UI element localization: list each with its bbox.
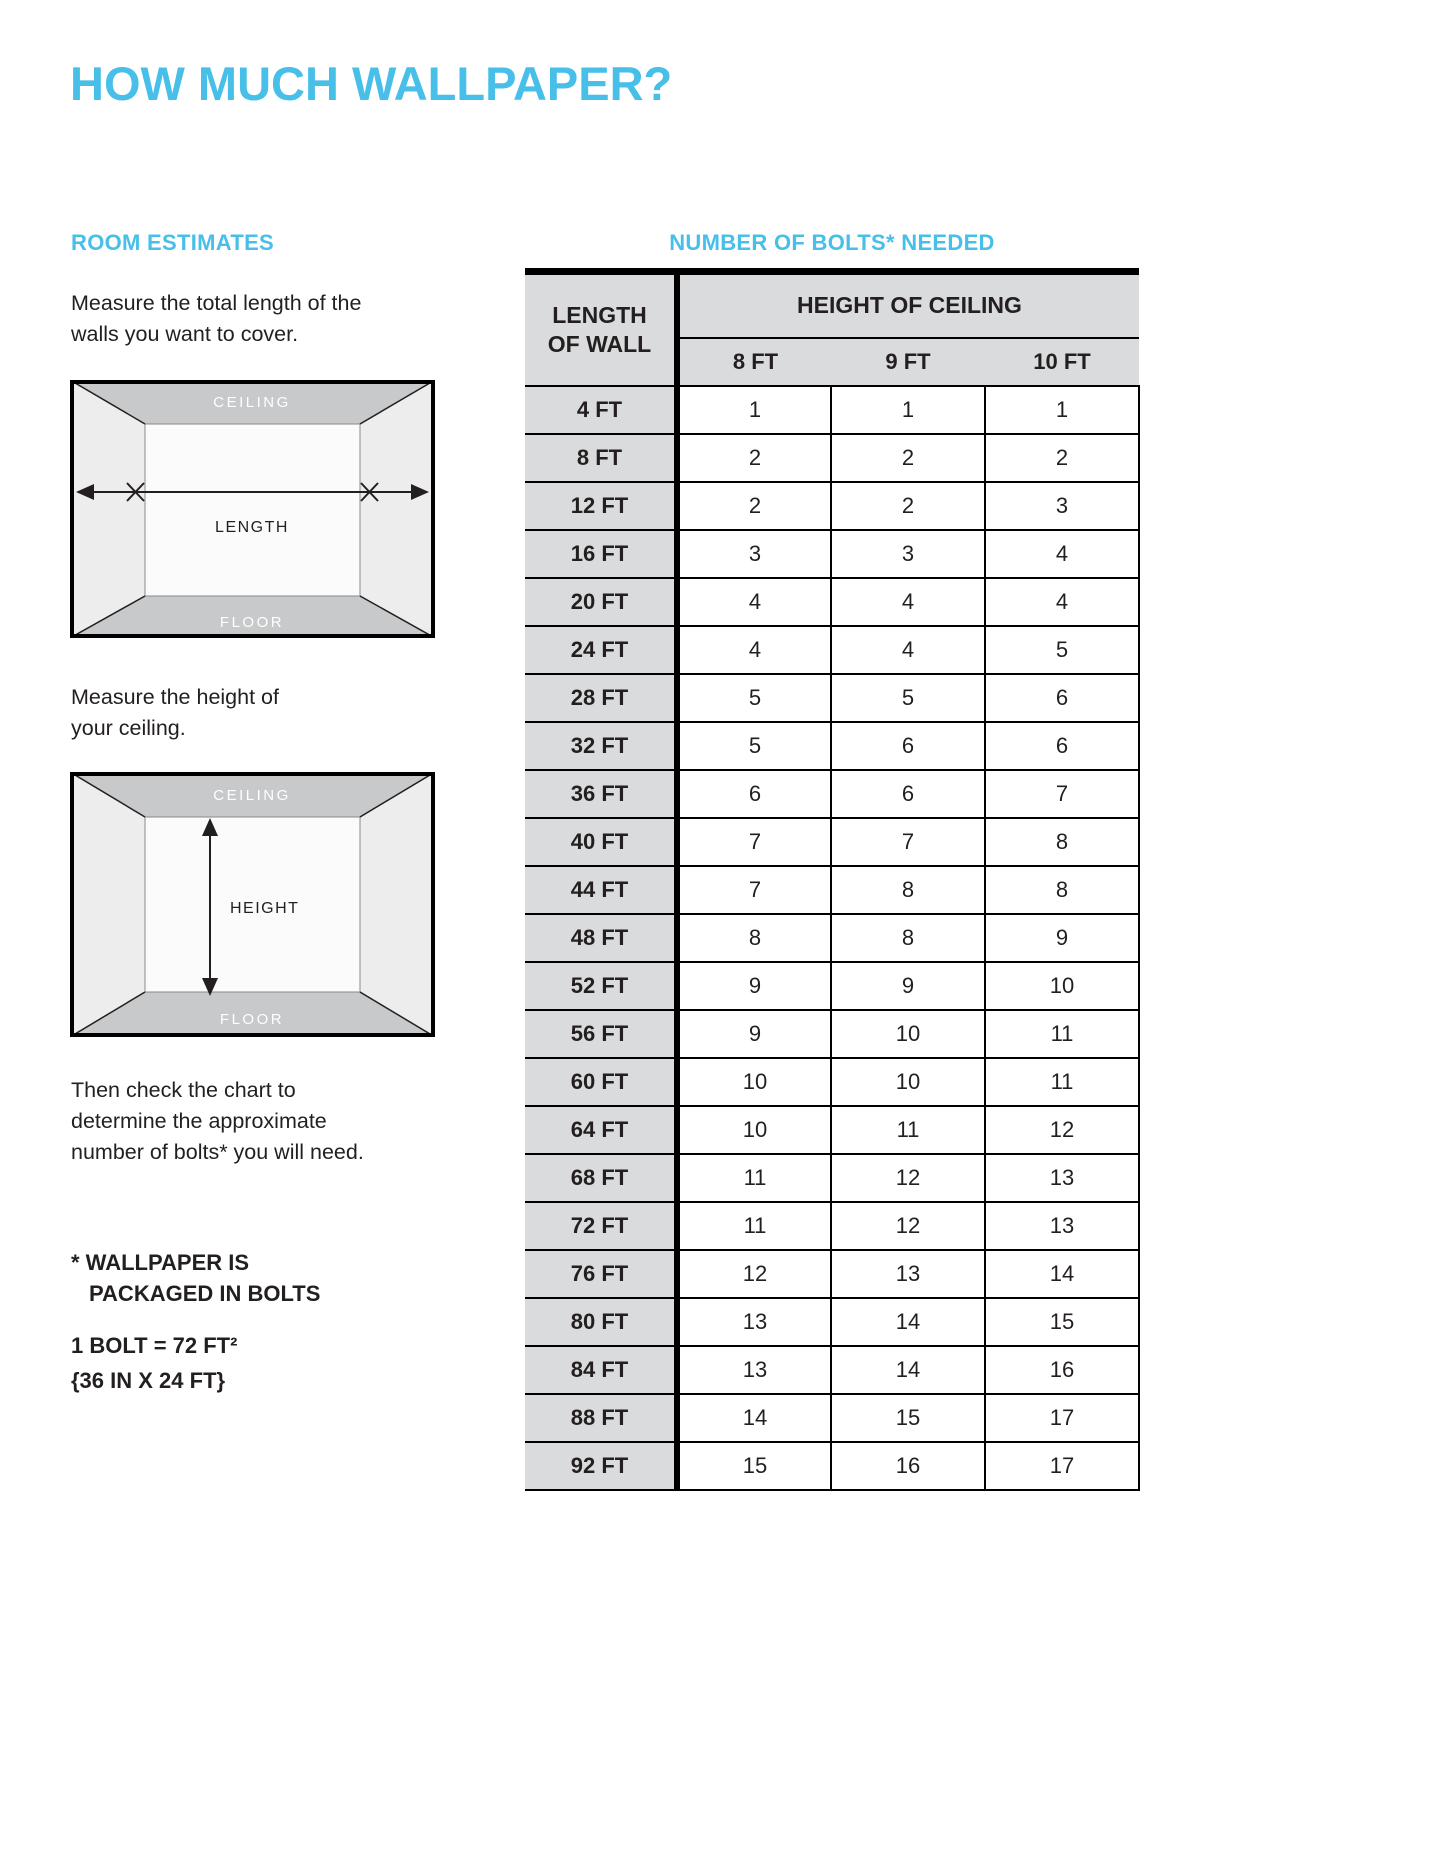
bolt-count-cell: 8 <box>831 914 985 962</box>
wall-length-label: 56 FT <box>525 1010 677 1058</box>
table-row <box>525 1106 1139 1154</box>
bolt-count-cell: 11 <box>677 1202 831 1250</box>
wall-length-label: 84 FT <box>525 1346 677 1394</box>
table-row <box>525 1298 1139 1346</box>
bolts-table-container <box>525 268 1140 1491</box>
bolt-count-cell: 12 <box>831 1202 985 1250</box>
bolt-count-cell: 2 <box>831 482 985 530</box>
length-of-wall-header <box>525 272 677 386</box>
step-3-text: Then check the chart to determine the approximate number of bolts* you will need. <box>71 1078 364 1164</box>
bolt-count-cell: 7 <box>985 770 1139 818</box>
bolt-count-cell: 9 <box>831 962 985 1010</box>
length-measure-label: LENGTH <box>215 519 289 536</box>
table-row <box>525 722 1139 770</box>
bolt-size-info <box>71 1328 237 1398</box>
bolt-count-cell: 13 <box>677 1346 831 1394</box>
table-row <box>525 1202 1139 1250</box>
bolt-count-cell: 11 <box>985 1058 1139 1106</box>
bolt-count-cell: 11 <box>831 1106 985 1154</box>
height-of-ceiling-header: HEIGHT OF CEILING <box>677 272 1139 338</box>
table-row <box>525 626 1139 674</box>
table-row <box>525 530 1139 578</box>
bolt-count-cell: 8 <box>831 866 985 914</box>
page-title: HOW MUCH WALLPAPER? <box>70 57 673 110</box>
wall-length-label: 12 FT <box>525 482 677 530</box>
wall-length-label: 60 FT <box>525 1058 677 1106</box>
wall-length-label: 44 FT <box>525 866 677 914</box>
bolt-count-cell: 3 <box>831 530 985 578</box>
bolt-count-cell: 8 <box>985 866 1139 914</box>
wall-length-label: 64 FT <box>525 1106 677 1154</box>
bolt-count-cell: 14 <box>677 1394 831 1442</box>
bolt-count-cell: 13 <box>985 1154 1139 1202</box>
room-length-diagram <box>70 380 435 638</box>
floor-label: FLOOR <box>219 614 285 631</box>
bolt-count-cell: 10 <box>831 1010 985 1058</box>
wall-length-label: 92 FT <box>525 1442 677 1490</box>
table-row <box>525 482 1139 530</box>
bolt-count-cell: 15 <box>677 1442 831 1490</box>
bolt-count-cell: 8 <box>677 914 831 962</box>
bolt-count-cell: 15 <box>831 1394 985 1442</box>
bolt-count-cell: 10 <box>831 1058 985 1106</box>
wall-length-label: 4 FT <box>525 386 677 434</box>
bolt-count-cell: 11 <box>677 1154 831 1202</box>
wall-length-label: 36 FT <box>525 770 677 818</box>
bolt-size-line-1: 1 BOLT = 72 FT² <box>71 1333 238 1358</box>
height-measure-label: HEIGHT <box>230 900 300 917</box>
bolt-count-cell: 17 <box>985 1394 1139 1442</box>
wall-length-label: 72 FT <box>525 1202 677 1250</box>
bolt-count-cell: 13 <box>677 1298 831 1346</box>
length-of-wall-header-line2: OF WALL <box>547 330 652 357</box>
bolt-count-cell: 2 <box>985 434 1139 482</box>
bolt-count-cell: 8 <box>985 818 1139 866</box>
bolt-count-cell: 4 <box>677 626 831 674</box>
bolt-count-cell: 6 <box>831 722 985 770</box>
bolt-size-line-2: {36 IN X 24 FT} <box>71 1368 226 1393</box>
bolt-count-cell: 4 <box>831 578 985 626</box>
room-height-diagram <box>70 772 435 1037</box>
bolt-count-cell: 13 <box>985 1202 1139 1250</box>
table-row <box>525 1442 1139 1490</box>
bolt-count-cell: 15 <box>985 1298 1139 1346</box>
bolts-needed-heading: NUMBER OF BOLTS* NEEDED <box>669 230 995 255</box>
left-wall-surface <box>70 380 145 638</box>
footnote-line-1: * WALLPAPER IS <box>71 1250 250 1275</box>
bolt-count-cell: 12 <box>831 1154 985 1202</box>
bolt-count-cell: 1 <box>677 386 831 434</box>
length-of-wall-header-line1: LENGTH <box>552 301 647 328</box>
bolt-count-cell: 16 <box>831 1442 985 1490</box>
wall-length-label: 68 FT <box>525 1154 677 1202</box>
bolt-count-cell: 12 <box>677 1250 831 1298</box>
table-row <box>525 1250 1139 1298</box>
bolts-footnote <box>71 1247 320 1309</box>
wall-length-label: 40 FT <box>525 818 677 866</box>
bolt-count-cell: 17 <box>985 1442 1139 1490</box>
bolt-count-cell: 5 <box>677 674 831 722</box>
bolt-count-cell: 1 <box>985 386 1139 434</box>
floor-label: FLOOR <box>219 1011 285 1028</box>
bolt-count-cell: 1 <box>831 386 985 434</box>
bolt-count-cell: 13 <box>831 1250 985 1298</box>
table-row <box>525 578 1139 626</box>
bolt-count-cell: 6 <box>677 770 831 818</box>
wall-length-label: 80 FT <box>525 1298 677 1346</box>
bolt-count-cell: 4 <box>985 578 1139 626</box>
right-wall-surface <box>360 380 435 638</box>
wall-length-label: 8 FT <box>525 434 677 482</box>
table-row <box>525 1394 1139 1442</box>
room-length-diagram-svg <box>70 380 435 638</box>
table-row <box>525 1010 1139 1058</box>
table-row <box>525 386 1139 434</box>
left-wall-surface <box>70 772 145 1037</box>
bolt-count-cell: 14 <box>831 1346 985 1394</box>
room-estimates-heading: ROOM ESTIMATES <box>71 230 275 255</box>
bolt-count-cell: 7 <box>677 818 831 866</box>
ceiling-height-column-header: 8 FT <box>677 338 831 386</box>
bolt-count-cell: 4 <box>985 530 1139 578</box>
bolt-count-cell: 14 <box>831 1298 985 1346</box>
bolt-count-cell: 2 <box>831 434 985 482</box>
step-2-text: Measure the height of your ceiling. <box>71 685 279 740</box>
wall-length-label: 48 FT <box>525 914 677 962</box>
bolt-count-cell: 12 <box>985 1106 1139 1154</box>
ceiling-height-column-header: 10 FT <box>985 338 1139 386</box>
bolt-count-cell: 9 <box>677 1010 831 1058</box>
ceiling-label: CEILING <box>213 394 291 411</box>
step-1-text: Measure the total length of the walls you want to cover. <box>71 291 362 346</box>
ceiling-label: CEILING <box>213 787 291 804</box>
bolt-count-cell: 9 <box>985 914 1139 962</box>
wall-length-label: 76 FT <box>525 1250 677 1298</box>
table-row <box>525 674 1139 722</box>
wall-length-label: 20 FT <box>525 578 677 626</box>
wall-length-label: 32 FT <box>525 722 677 770</box>
table-row <box>525 1058 1139 1106</box>
table-row <box>525 962 1139 1010</box>
bolt-count-cell: 3 <box>677 530 831 578</box>
bolt-count-cell: 10 <box>677 1058 831 1106</box>
bolt-count-cell: 10 <box>677 1106 831 1154</box>
table-row <box>525 1154 1139 1202</box>
bolt-count-cell: 16 <box>985 1346 1139 1394</box>
bolt-count-cell: 6 <box>985 722 1139 770</box>
bolt-count-cell: 4 <box>677 578 831 626</box>
bolt-count-cell: 14 <box>985 1250 1139 1298</box>
wall-length-label: 88 FT <box>525 1394 677 1442</box>
bolt-table-body <box>525 386 1139 1490</box>
bolt-count-cell: 5 <box>831 674 985 722</box>
table-row <box>525 434 1139 482</box>
back-wall-surface <box>145 424 360 596</box>
table-row <box>525 1346 1139 1394</box>
footnote-line-2: PACKAGED IN BOLTS <box>89 1281 321 1306</box>
table-row <box>525 866 1139 914</box>
bolt-count-cell: 2 <box>677 434 831 482</box>
bolt-count-cell: 3 <box>985 482 1139 530</box>
wall-length-label: 24 FT <box>525 626 677 674</box>
table-row <box>525 914 1139 962</box>
table-header-row-1 <box>525 272 1139 338</box>
bolt-count-cell: 9 <box>677 962 831 1010</box>
bolt-count-cell: 10 <box>985 962 1139 1010</box>
right-wall-surface <box>360 772 435 1037</box>
wall-length-label: 16 FT <box>525 530 677 578</box>
table-row <box>525 818 1139 866</box>
wall-length-label: 52 FT <box>525 962 677 1010</box>
bolt-count-cell: 5 <box>985 626 1139 674</box>
bolt-count-cell: 11 <box>985 1010 1139 1058</box>
bolt-count-cell: 6 <box>831 770 985 818</box>
room-height-diagram-svg <box>70 772 435 1037</box>
bolt-count-cell: 7 <box>831 818 985 866</box>
wall-length-label: 28 FT <box>525 674 677 722</box>
bolt-count-cell: 7 <box>677 866 831 914</box>
bolt-count-cell: 6 <box>985 674 1139 722</box>
bolt-count-cell: 2 <box>677 482 831 530</box>
table-row <box>525 770 1139 818</box>
bolts-table <box>525 268 1140 1491</box>
bolt-count-cell: 5 <box>677 722 831 770</box>
bolt-count-cell: 4 <box>831 626 985 674</box>
ceiling-height-column-header: 9 FT <box>831 338 985 386</box>
